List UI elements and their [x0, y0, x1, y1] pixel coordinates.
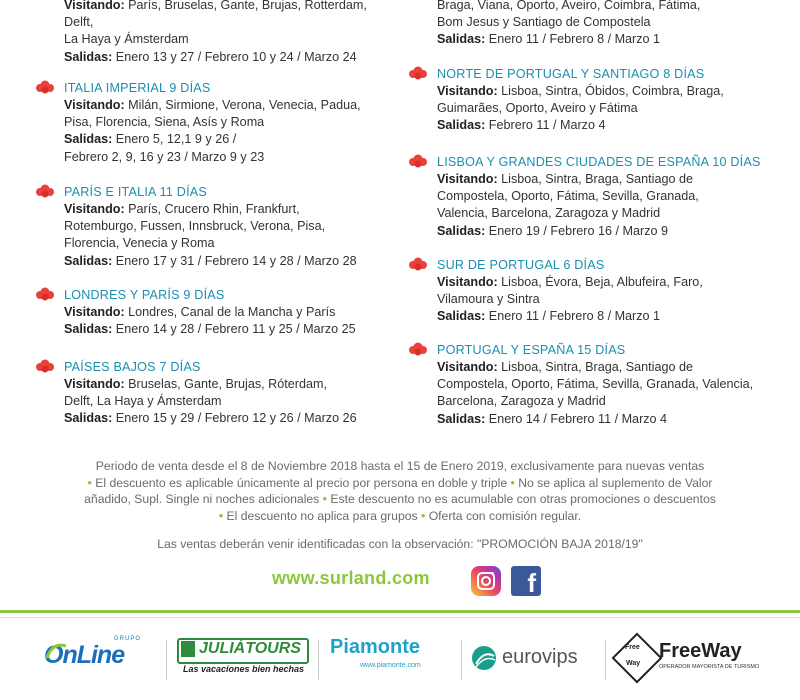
tour-line: Salidas: Enero 5, 12,1 9 y 26 /	[64, 132, 237, 147]
freeway-logo: Free Way FreeWay OPERADOR MAYORISTA DE TURISMO	[615, 636, 785, 684]
conditions-line: • El descuento no aplica para grupos • Oferta con comisión regular.	[218, 508, 582, 523]
tour-block-londres-paris	[32, 287, 356, 338]
divider	[0, 610, 800, 613]
tour-line: Visitando: Milán, Sirmione, Verona, Venecia, Padua,	[64, 98, 361, 112]
bullet-icon: •	[322, 492, 327, 506]
tour-block-norte-portugal	[405, 66, 724, 135]
eurovips-logo: eurovips	[470, 640, 600, 680]
tour-line: Braga, Viana, Oporto, Aveiro, Coimbra, Fátima,	[437, 0, 701, 12]
tour-line: Visitando: Bruselas, Gante, Brujas, Róterdam,	[64, 377, 327, 391]
tour-title: PARÍS E ITALIA 11 DÍAS	[32, 184, 357, 201]
facebook-icon[interactable]: f	[511, 566, 541, 596]
tour-line: Bom Jesus y Santiago de Compostela	[437, 15, 651, 30]
tour-line: Visitando: Londres, Canal de la Mancha y París	[64, 305, 336, 319]
tour-title: PORTUGAL Y ESPAÑA 15 DÍAS	[405, 342, 753, 359]
tour-line: Salidas: Enero 17 y 31 / Febrero 14 y 28 / Marzo 28	[64, 253, 357, 268]
tour-line: Salidas: Enero 11 / Febrero 8 / Marzo 1	[437, 32, 661, 47]
tour-block-paises-bajos	[32, 359, 357, 428]
tour-title: ITALIA IMPERIAL 9 DÍAS	[32, 80, 361, 97]
julia-tours-logo: JULIÁTOURS Las vacaciones bien hechas	[177, 636, 307, 680]
tour-block-paris-italia	[32, 184, 357, 270]
tour-title: LISBOA Y GRANDES CIUDADES DE ESPAÑA 10 DÍAS	[405, 154, 761, 171]
tour-line: Visitando: París, Bruselas, Gante, Brujas, Rotterdam,	[64, 0, 367, 12]
flower-icon	[408, 257, 428, 271]
observation-text: Las ventas deberán venir identificadas con la observación: "PROMOCIÓN BAJA 2018/19"	[157, 537, 643, 551]
tour-block-benelux	[32, 0, 367, 66]
logo-separator	[605, 640, 606, 680]
logo-separator	[318, 640, 319, 680]
tour-line: Pisa, Florencia, Siena, Asís y Roma	[64, 115, 265, 130]
conditions-line: Periodo de venta desde el 8 de Noviembre 2018 hasta el 15 de Enero 2019, exclusivamente para nuevas ventas	[95, 459, 705, 473]
tour-line: Visitando: Lisboa, Sintra, Braga, Santiago de	[437, 360, 693, 374]
logo-separator	[461, 640, 462, 680]
tour-block-italia-imperial	[32, 80, 361, 166]
tour-line: Vilamoura y Sintra	[437, 292, 540, 307]
tour-line: Florencia, Venecia y Roma	[64, 236, 215, 251]
website-link[interactable]: www.surland.com	[272, 568, 430, 588]
tour-line: Salidas: Febrero 11 / Marzo 4	[437, 118, 606, 133]
tour-line: Guimarães, Oporto, Aveiro y Fátima	[437, 101, 638, 116]
tour-line: Rotemburgo, Fussen, Innsbruck, Verona, Pisa,	[64, 219, 326, 234]
tour-line: Compostela, Oporto, Fátima, Sevilla, Granada, Valencia,	[437, 377, 754, 392]
tour-title: PAÍSES BAJOS 7 DÍAS	[32, 359, 357, 376]
bullet-icon: •	[218, 508, 224, 523]
conditions-text	[0, 458, 800, 524]
online-logo: GRUPO OnLine	[44, 636, 142, 669]
tour-line: Salidas: Enero 14 / Febrero 11 / Marzo 4	[437, 411, 668, 426]
tour-line: Salidas: Enero 15 y 29 / Febrero 12 y 26 / Marzo 26	[64, 411, 357, 426]
eurovips-icon	[470, 644, 498, 672]
tour-block-sur-portugal	[405, 257, 703, 326]
tour-block-portugal-espana	[405, 342, 753, 428]
tour-line: Barcelona, Zaragoza y Madrid	[437, 394, 606, 409]
swirl-icon	[44, 640, 70, 666]
conditions-line: • El descuento es aplicable únicamente al precio por persona en doble y triple • No se aplica al suplemento de Valor	[87, 475, 713, 490]
freeway-badge	[612, 633, 663, 684]
flower-icon	[35, 80, 55, 94]
conditions-line: añadido, Supl. Single ni noches adicionales • Este descuento no es acumulable con otras promociones o descuentos	[84, 492, 716, 506]
tour-line: Visitando: Lisboa, Sintra, Braga, Santiago de	[437, 172, 693, 186]
tour-block-portugal-norte-cont	[405, 0, 700, 49]
tour-line: Salidas: Enero 11 / Febrero 8 / Marzo 1	[437, 309, 661, 324]
tour-title: LONDRES Y PARÍS 9 DÍAS	[32, 287, 356, 304]
tour-line: Visitando: París, Crucero Rhin, Frankfurt,	[64, 202, 300, 216]
bullet-icon: •	[87, 475, 92, 490]
tour-line: Delft, La Haya y Ámsterdam	[64, 394, 222, 409]
tour-line: Visitando: Lisboa, Sintra, Óbidos, Coimbra, Braga,	[437, 84, 724, 98]
bullet-icon: •	[510, 475, 515, 490]
tour-line: Febrero 2, 9, 16 y 23 / Marzo 9 y 23	[64, 149, 265, 164]
instagram-icon[interactable]	[471, 566, 501, 596]
tour-line: Salidas: Enero 14 y 28 / Febrero 11 y 25 / Marzo 25	[64, 322, 356, 337]
tour-block-lisboa-espana	[405, 154, 761, 240]
logo-separator	[166, 640, 167, 680]
flower-icon	[408, 342, 428, 356]
tour-line: Delft,	[64, 15, 94, 30]
tour-line: Valencia, Barcelona, Zaragoza y Madrid	[437, 206, 661, 221]
tour-line: Salidas: Enero 19 / Febrero 16 / Marzo 9	[437, 223, 668, 238]
tour-line: Visitando: Lisboa, Évora, Beja, Albufeira, Faro,	[437, 275, 703, 289]
bullet-icon: •	[421, 508, 426, 523]
divider	[0, 617, 800, 618]
tour-line: Salidas: Enero 13 y 27 / Febrero 10 y 24 / Marzo 24	[64, 49, 357, 64]
tour-line: Compostela, Oporto, Fátima, Sevilla, Granada,	[437, 189, 699, 204]
flower-icon	[35, 184, 55, 198]
flower-icon	[408, 154, 428, 168]
piamonte-logo: Piamonte www.piamonte.com	[330, 636, 421, 669]
tour-line: La Haya y Ámsterdam	[64, 32, 189, 47]
tour-title: NORTE DE PORTUGAL Y SANTIAGO 8 DÍAS	[405, 66, 724, 83]
flower-icon	[35, 359, 55, 373]
tour-title: SUR DE PORTUGAL 6 DÍAS	[405, 257, 703, 274]
flower-icon	[408, 66, 428, 80]
flower-icon	[35, 287, 55, 301]
